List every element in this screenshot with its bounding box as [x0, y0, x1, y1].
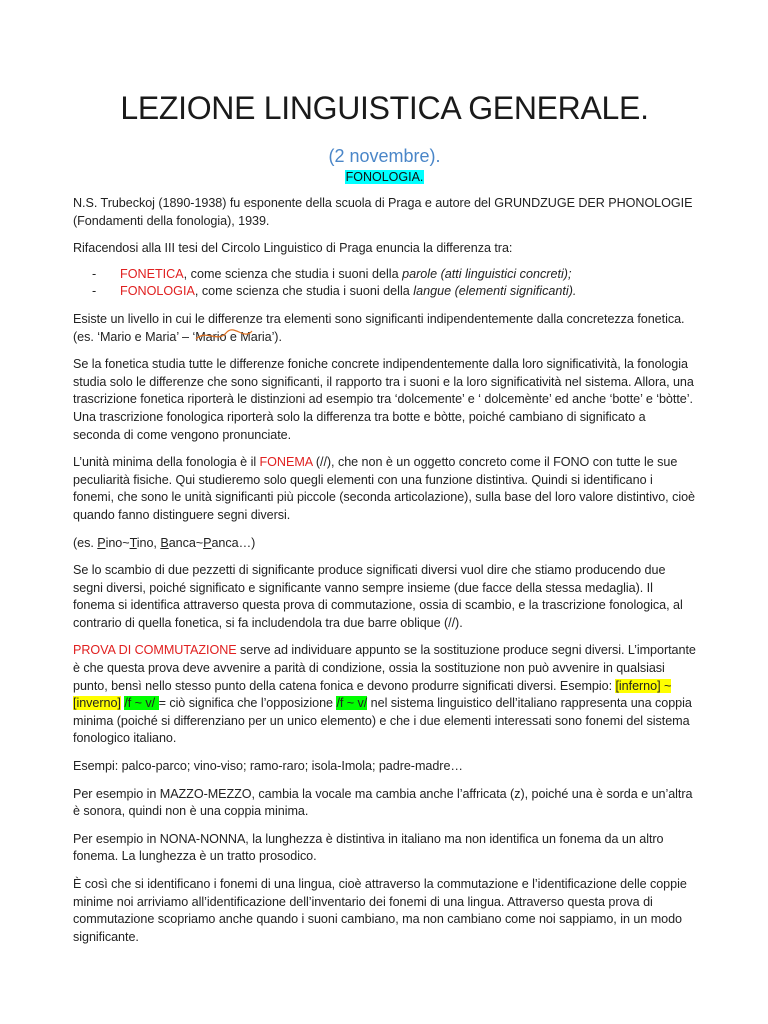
section-tag-fonologia: FONOLOGIA. — [345, 170, 424, 184]
list-item-emphasis: parole (atti linguistici concreti); — [402, 266, 572, 281]
list-dash: - — [92, 266, 97, 281]
list-item-fonologia — [92, 283, 696, 301]
underlined-letter: T — [129, 535, 137, 550]
text-run: anca…) — [211, 535, 256, 550]
text-run: (es. — [73, 535, 98, 550]
paragraph-trubeckoj: N.S. Trubeckoj (1890-1938) fu esponente della scuola di Praga e autore del GRUNDZUGE DER PHONOLOGIE (Fondamenti della fonologia), 1939. — [73, 196, 693, 228]
paragraph-examples-pino — [73, 535, 696, 553]
list-item-text: , come scienza che studia i suoni della — [194, 284, 414, 299]
paragraph-esempi: Esempi: palco-parco; vino-viso; ramo-raro; isola-Imola; padre-madre… — [73, 759, 463, 774]
underlined-letter: P — [203, 535, 212, 550]
scribble-mark — [192, 327, 256, 347]
text-run: serve ad individuare appunto se la sostituzione produce segni diversi. L’importante è che questa prova deve avvenire a parità di condizione, ossia la sostituzione non può avvenire in qualsiasi punto, bensì nello stesso punto della catena fonica e devono produrre significati diversi. Esempio: — [73, 643, 696, 693]
paragraph-livello — [73, 311, 696, 346]
paragraph-mazzo-mezzo: Per esempio in MAZZO-MEZZO, cambia la vocale ma cambia anche l’affricata (z), poiché una è sorda e un’altra è sonora, quindi non è una coppia minima. — [73, 786, 693, 819]
list-item-text: , come scienza che studia i suoni della — [183, 266, 403, 281]
text-run: (//), che non è un oggetto concreto come il FONO con tutte le sue peculiarità fisiche. Qui studieremo solo quegli elementi con una funzione distintiva. Quindi si identificano i fonemi, che sono le unità significanti più piccole (seconda articolazione), sulla base del loro valore distintivo, cioè quando fanno distinguere segni diversi. — [73, 455, 695, 522]
text-run: nel sistema linguistico dell’italiano rappresenta una coppia minima (poiché si differenziano per un unico elemento) e che i due elementi interessati sono fonemi del sistema fonologico italiano. — [73, 696, 692, 746]
paragraph-prova-commutazione — [73, 642, 696, 748]
paragraph-conclusione: È così che si identificano i fonemi di una lingua, cioè attraverso la commutazione e l’identificazione delle coppie minime noi arriviamo all’identificazione dell’inventario dei fonemi di una lingua. Attraverso questa prova di commutazione scopriamo anche quando i suoni cambiano, ma non cambiano come noi sappiamo, in un modo significante. — [73, 877, 687, 944]
text-run: ino, — [136, 535, 161, 550]
term-fonologia: FONOLOGIA — [120, 284, 195, 299]
scribbled-example — [195, 330, 271, 344]
term-fonetica: FONETICA — [120, 266, 184, 281]
page-title: LEZIONE LINGUISTICA GENERALE. — [120, 90, 649, 126]
paragraph-intro-list: Rifacendosi alla III tesi del Circolo Linguistico di Praga enuncia la differenza tra: — [73, 241, 513, 256]
highlight-opposition-1: /f ~ v/ — [124, 696, 159, 711]
section-tag-wrap — [73, 169, 696, 185]
scribbled-text: Mario e Maria — [195, 329, 272, 344]
highlight-opposition-2: /f ~ v/ — [336, 696, 368, 711]
text-run: Esiste un livello in cui le differenze tra elementi sono significanti indipendentemente dalla concretezza fonetica. (es. ‘Mario e Maria’ – ‘ — [73, 311, 685, 344]
list-dash: - — [92, 284, 97, 299]
term-prova-commutazione: PROVA DI COMMUTAZIONE — [73, 643, 237, 658]
text-run: anca~ — [168, 535, 204, 550]
lecture-date: (2 novembre). — [328, 146, 441, 166]
paragraph-fonetica-vs-fonologia: Se la fonetica studia tutte le differenze foniche concrete indipendentemente dalla loro significatività, la fonologia studia solo le differenze che sono significanti, il rapporto tra i suoni e la loro significatività nel sistema. Allora, una trascrizione fonetica riporterà le distinzioni ad esempio tra ‘dolcemente’ e ‘ dolcemènte’ ed anche ‘botte’ e ‘bòtte’. Una trascrizione fonologica riporterà solo la differenza tra botte e bòtte, poiché cambiano di significato a seconda di come vengono pronunciate. — [73, 357, 694, 442]
text-run: L’unità minima della fonologia è il — [73, 455, 260, 470]
text-run: = ciò significa che l’opposizione — [158, 696, 337, 711]
paragraph-nona-nonna: Per esempio in NONA-NONNA, la lunghezza è distintiva in italiano ma non identifica un fonema da un altro fonema. La lunghezza è un tratto prosodico. — [73, 831, 664, 864]
underlined-letter: P — [97, 535, 106, 550]
underlined-letter: B — [160, 535, 169, 550]
definition-list — [73, 266, 696, 301]
text-run: ’). — [271, 329, 282, 344]
paragraph-scambio: Se lo scambio di due pezzetti di significante produce significati diversi vuol dire che stiamo producendo due segni diversi, poiché significato e significante vanno sempre insieme (due facce della stessa medaglia). Il fonema si identifica attraverso questa prova di commutazione, ossia di scambio, e la trascrizione fonologica, al contrario di quella fonetica, si fa includendola tra due barre oblique (//). — [73, 563, 683, 630]
list-item-fonetica — [92, 266, 696, 284]
text-run: ino~ — [105, 535, 130, 550]
term-fonema: FONEMA — [259, 455, 313, 470]
highlight-inferno-inverno: [inferno] ~ [inverno] — [73, 678, 672, 711]
list-item-emphasis: langue (elementi significanti). — [413, 284, 577, 299]
paragraph-fonema — [73, 454, 696, 524]
